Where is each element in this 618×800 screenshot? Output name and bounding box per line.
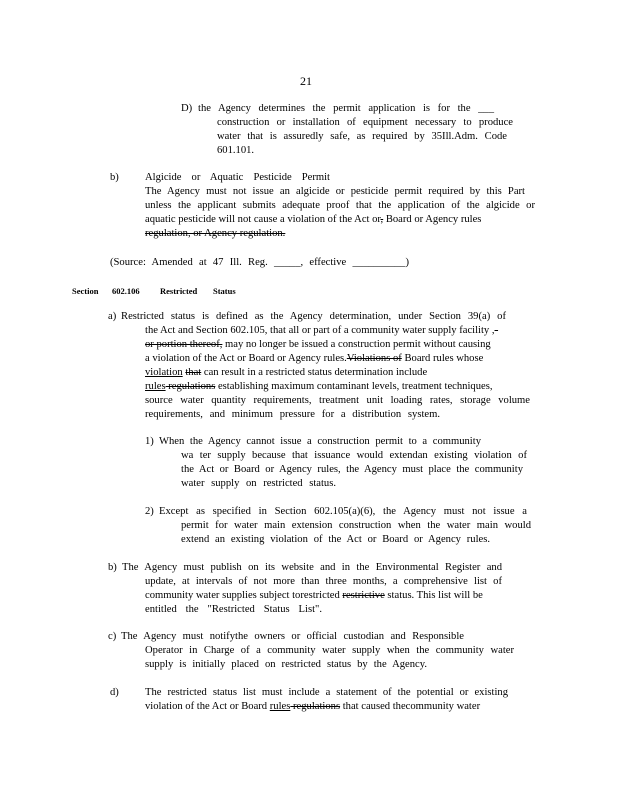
item-a-line-5: violation that can result in a restricted status determination include [145, 367, 428, 378]
underlined-text: rules [145, 381, 166, 392]
item-a-line-6: rules regulations establishing maximum contaminant levels, treatment techniques, [145, 381, 493, 392]
item-c-line-3: supply is initially placed on restricted status by the Agency. [145, 659, 427, 670]
struck-text: Violations of [346, 353, 402, 364]
section-title-word-2: Status [213, 286, 236, 296]
underlined-text: violation [145, 367, 183, 378]
item-a-line-1: Restricted status is defined as the Agency determination, under Section 39(a) of [121, 311, 506, 322]
struck-text: - [494, 325, 499, 336]
struck-text: regulations [290, 701, 341, 712]
item-d-line-4: 601.101. [217, 145, 255, 156]
source-note: (Source: Amended at 47 Ill. Reg. _____, effective __________) [110, 257, 409, 268]
item-c-line-2: Operator in Charge of a community water supply when the community water [145, 645, 514, 656]
underlined-text: rules [269, 701, 291, 712]
struck-text: that [185, 367, 202, 378]
struck-text: or portion thereof, [145, 339, 223, 350]
item-b-marker: b) [110, 172, 119, 183]
item-a-marker: a) [108, 311, 117, 322]
item-b2-line-3: community water supplies subject torestricted restrictive status. This list will be [145, 590, 483, 601]
struck-text: , [380, 214, 384, 225]
sub-2-marker: 2) [145, 506, 154, 517]
algicide-heading: Algicide or Aquatic Pesticide Permit [145, 172, 330, 183]
struck-text: restrictive [342, 590, 385, 601]
item-c-marker: c) [108, 631, 117, 642]
item-a-line-8: requirements, and minimum pressure for a distribution system. [145, 409, 440, 420]
item-b2-line-4: entitled the "Restricted Status List". [145, 604, 322, 615]
struck-text: regulations [165, 381, 216, 392]
sub-1-marker: 1) [145, 436, 154, 447]
sub-1-line-2: wa ter supply because that issuance would extendan existing violation of [181, 450, 527, 461]
sub-2-line-1: Except as specified in Section 602.105(a)(6), the Agency must not issue a [159, 506, 527, 517]
item-b2-marker: b) [108, 562, 117, 573]
item-a-line-2: the Act and Section 602.105, that all or part of a community water supply facility ,- [145, 325, 499, 336]
item-d2-line-1: The restricted status list must include a statement of the potential or existing [145, 687, 508, 698]
item-a-line-3: or portion thereof, may no longer be issued a construction permit without causing [145, 339, 491, 350]
sub-2-line-2: permit for water main extension construction when the water main would [181, 520, 531, 531]
item-b2-line-2: update, at intervals of not more than three months, a comprehensive list of [145, 576, 502, 587]
section-label: Section [72, 286, 99, 296]
item-a-line-7: source water quantity requirements, treatment unit loading rates, storage volume [145, 395, 530, 406]
struck-text: regulation, or Agency regulation. [145, 228, 286, 239]
item-d-line-3: water that is assuredly safe, as required by 35Ill.Adm. Code [217, 131, 507, 142]
item-d-line-2: construction or installation of equipment necessary to produce [217, 117, 513, 128]
sub-1-line-1: When the Agency cannot issue a construction permit to a community [159, 436, 481, 447]
item-d2-line-2: violation of the Act or Board rules regulations that caused thecommunity water [145, 701, 481, 712]
algicide-line-2: unless the applicant submits adequate proof that the application of the algicide or [145, 200, 535, 211]
item-a-line-4: a violation of the Act or Board or Agency rules.Violations of Board rules whose [145, 353, 484, 364]
algicide-line-4 [145, 227, 285, 241]
sub-1-line-4: water supply on restricted status. [181, 478, 336, 489]
sub-1-line-3: the Act or Board or Agency rules, the Agency must place the community [181, 464, 523, 475]
item-b2-line-1: The Agency must publish on its website and in the Environmental Register and [122, 562, 502, 573]
algicide-line-1: The Agency must not issue an algicide or pesticide permit required by this Part [145, 186, 525, 197]
page-number: 21 [300, 74, 312, 88]
sub-2-line-3: extend an existing violation of the Act or Board or Agency rules. [181, 534, 490, 545]
section-title-word-1: Restricted [160, 286, 198, 296]
algicide-line-3: aquatic pesticide will not cause a violation of the Act or, Board or Agency rules [145, 214, 482, 225]
item-d2-marker: d) [110, 687, 119, 698]
item-d-line-1: the Agency determines the permit application is for the ___ [198, 103, 494, 114]
item-c-line-1: The Agency must notifythe owners or official custodian and Responsible [121, 631, 464, 642]
item-d-marker: D) [181, 103, 193, 114]
section-number: 602.106 [112, 286, 140, 296]
